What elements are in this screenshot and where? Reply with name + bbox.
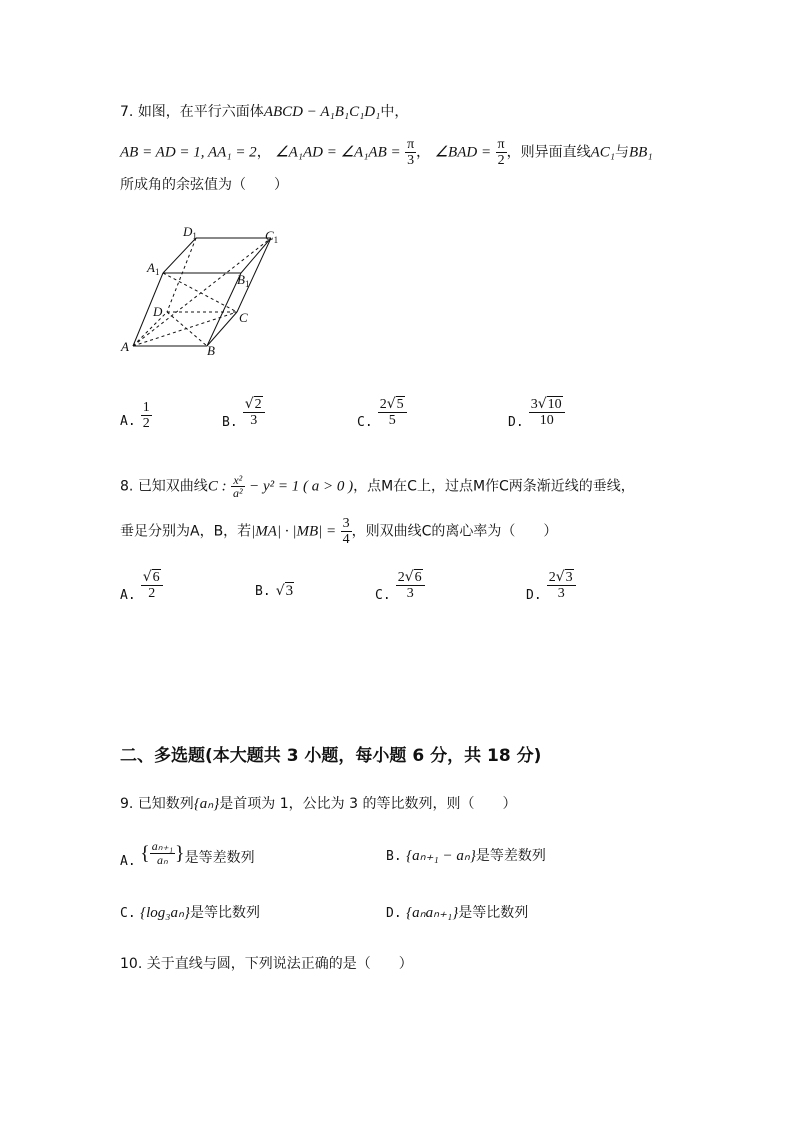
q9-option-c[interactable]: C. {log₃aₙ}是等比数列	[120, 905, 260, 921]
edge-d1d-hidden	[167, 238, 196, 312]
q9-post: 是首项为 1，公比为 3 的等比数列，则（ ）	[219, 796, 517, 812]
q10-stem	[120, 955, 413, 973]
q9-option-a[interactable]: A. { $\frac{\text{aₙ₊₁}}{\text{aₙ}}$ }是等差数列	[120, 839, 255, 869]
q7-number: 7.	[120, 104, 134, 120]
q9-stem	[120, 795, 516, 813]
q7-option-c[interactable]: $_{C.}$ $\frac{2√5}{5}$	[357, 397, 407, 428]
edge-d1a1	[163, 238, 196, 273]
label-a1: $A_1$	[147, 260, 160, 277]
q8-line2-post: ，则双曲线C的离心率为（ ）	[351, 523, 558, 540]
label-a: A	[121, 339, 129, 354]
q9-option-b[interactable]: B. {aₙ₊₁ − aₙ}是等差数列	[386, 848, 546, 864]
label-b: B	[207, 343, 215, 358]
edge-bc	[207, 312, 237, 346]
q8-mid: ，点M在C上，过点M作C两条渐近线的垂线，	[353, 478, 635, 495]
q9-pre: 已知数列	[137, 796, 194, 812]
q9-number: 9.	[120, 796, 134, 812]
q7-line-bb1: BB₁	[629, 144, 653, 161]
q7-line1-post: 中，	[380, 104, 409, 120]
q7-line1	[120, 103, 408, 121]
q8-number: 8.	[120, 478, 134, 495]
section-heading-multi-choice: 二、多选题(本大题共 3 小题，每小题 6 分，共 18 分)	[120, 746, 542, 766]
q8-option-c[interactable]: $_{C.}$ $\frac{2√6}{3}$	[375, 570, 425, 601]
q8-product: |MA| · |MB| =	[251, 523, 337, 540]
edge-c1b1	[241, 238, 271, 273]
label-c: C	[239, 310, 248, 325]
q7-option-a[interactable]: $_{A.}$ $\frac{1}{2}$	[120, 400, 150, 431]
q10-number: 10.	[120, 956, 143, 972]
diag-db-hidden	[167, 312, 207, 346]
q7-option-b[interactable]: $_{B.}$ $\frac{√2}{3}$	[222, 397, 265, 428]
q8-three-quarters: $\frac{3}{4}$	[342, 516, 350, 547]
label-d: D	[153, 304, 163, 319]
q7-line3: 所成角的余弦值为（ ）	[120, 177, 288, 193]
q7-pi-over-2: $\frac{\pi}{2}$	[497, 137, 505, 168]
q7-cond-lengths: AB = AD = 1, AA₁ = 2	[120, 144, 257, 161]
parallelepiped-figure	[115, 222, 295, 362]
q7-option-d[interactable]: $_{D.}$ $\frac{3√10}{10}$	[508, 397, 565, 428]
q7-pi-over-3: $\frac{\pi}{3}$	[407, 137, 415, 168]
q8-option-b[interactable]: B. √3	[255, 583, 294, 599]
q8-line2	[120, 516, 557, 547]
q7-line1-pre: 如图，在平行六面体	[137, 104, 264, 120]
q9-seq: {aₙ}	[193, 796, 220, 812]
q7-line2-post: ，则异面直线	[506, 144, 591, 161]
q8-line2-pre: 垂足分别为A，B，若	[120, 523, 252, 540]
q7-yu: 与	[615, 144, 629, 161]
q8-x2-over-a2: $\frac{\text{x²}}{\text{a²}}$	[233, 473, 243, 500]
q8-line1	[120, 474, 635, 499]
q8-curve: C :	[207, 478, 227, 495]
q8-pre: 已知双曲线	[137, 478, 208, 495]
q9-option-d[interactable]: D. {aₙaₙ₊₁}是等比数列	[386, 905, 529, 921]
q7-cond-angle1: ∠A₁AD = ∠A₁AB =	[275, 144, 401, 161]
q8-option-a[interactable]: $_{A.}$ $\frac{√6}{2}$	[120, 570, 163, 601]
label-c1: $C_1$	[265, 228, 279, 245]
q7-line-ac1: AC₁	[590, 144, 615, 161]
diag-ac1-hidden	[133, 238, 271, 346]
q8-eq-rest: − y² = 1 ( a > 0 )	[249, 478, 354, 495]
label-b1: $B_1$	[237, 272, 250, 289]
label-d1: $D_1$	[183, 224, 197, 241]
q7-solid: ABCD − A₁B₁C₁D₁	[263, 104, 381, 120]
q7-line2: AB = AD = 1, AA₁ = 2， ∠A₁AD = ∠A₁AB = $\frac{\pi}{3}$ ， ∠BAD = $\frac{\pi}{2}$ ，则异面直线AC₁与BB₁	[120, 137, 653, 168]
q10-text: 关于直线与圆，下列说法正确的是（ ）	[146, 956, 413, 972]
q7-cond-angle2: ∠BAD =	[434, 144, 492, 161]
q8-option-d[interactable]: $_{D.}$ $\frac{2√3}{3}$	[526, 570, 576, 601]
edge-b1b	[207, 273, 241, 346]
